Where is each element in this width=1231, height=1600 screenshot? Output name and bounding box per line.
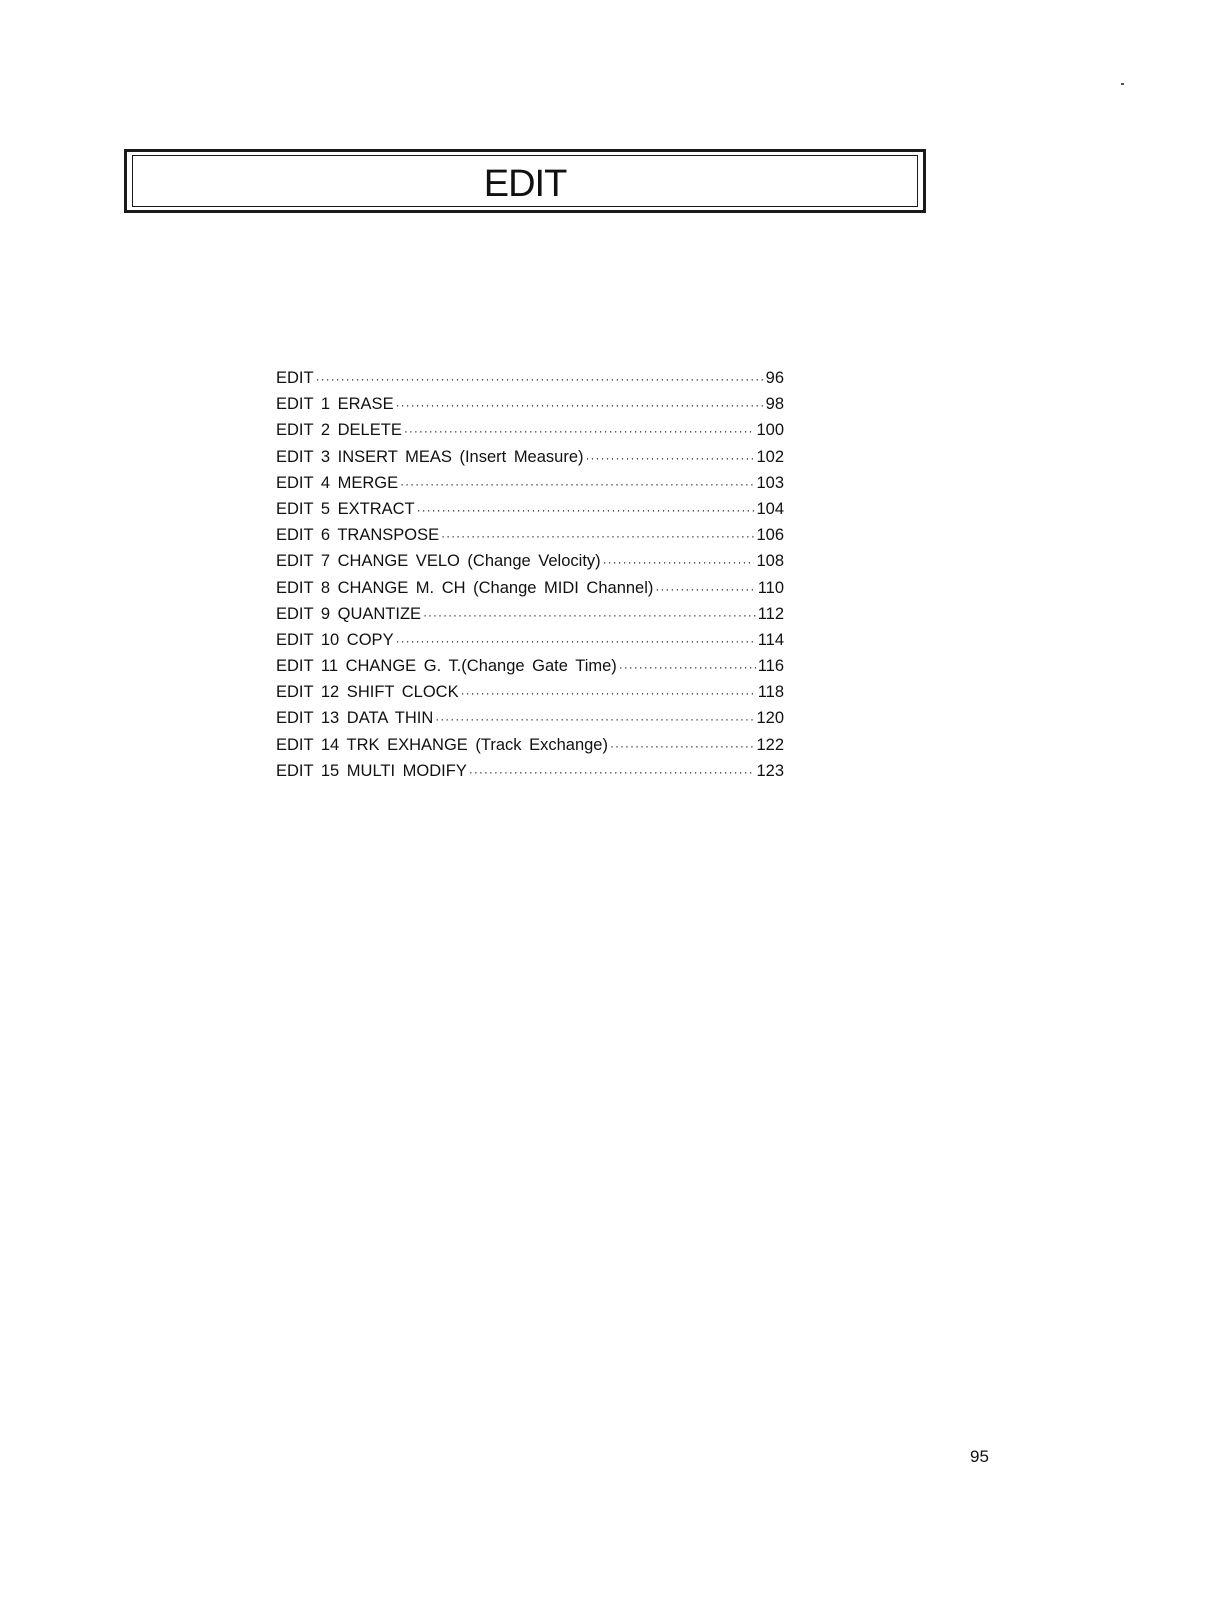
toc-entry[interactable] <box>276 552 784 578</box>
toc-entry-page: 104 <box>756 499 784 518</box>
toc-entry-page: 98 <box>765 395 784 414</box>
toc-leader-dots <box>400 477 754 491</box>
toc-entry[interactable] <box>276 395 784 421</box>
toc-leader-dots <box>404 424 755 438</box>
toc-entry[interactable] <box>276 683 784 709</box>
toc-leader-dots <box>655 582 755 596</box>
toc-entry-label: EDIT 4 MERGE <box>276 473 399 492</box>
toc-entry-page: 112 <box>757 604 784 623</box>
toc-leader-dots <box>435 712 754 726</box>
toc-leader-dots <box>441 529 754 543</box>
toc-entry-label: EDIT 12 SHIFT CLOCK <box>276 683 459 702</box>
toc-entry[interactable] <box>276 762 784 788</box>
toc-entry-page: 116 <box>757 657 784 676</box>
toc-entry-label: EDIT 10 COPY <box>276 630 394 649</box>
toc-entry-page: 96 <box>765 369 784 387</box>
toc-entry-label: EDIT 13 DATA THIN <box>276 709 434 728</box>
toc-entry-page: 102 <box>756 447 784 466</box>
scan-speck <box>1121 83 1124 85</box>
toc-entry-label: EDIT 8 CHANGE M. CH (Change MIDI Channel) <box>276 578 654 597</box>
toc-entry-page: 103 <box>756 473 784 492</box>
toc-entry-label: EDIT 1 ERASE <box>276 395 394 414</box>
toc-leader-dots <box>423 608 756 622</box>
toc-leader-dots <box>603 555 755 569</box>
toc-entry[interactable] <box>276 631 784 657</box>
toc-entry-page: 114 <box>757 630 784 649</box>
toc-leader-dots <box>417 503 755 517</box>
toc-leader-dots <box>469 765 755 779</box>
toc-entry[interactable] <box>276 500 784 526</box>
toc-leader-dots <box>461 686 756 700</box>
toc-entry[interactable] <box>276 421 784 447</box>
toc-entry[interactable] <box>276 369 784 395</box>
toc-entry-label: EDIT 5 EXTRACT <box>276 499 415 518</box>
toc-entry[interactable] <box>276 709 784 735</box>
toc-entry-label: EDIT 6 TRANSPOSE <box>276 526 440 545</box>
toc-entry-label: EDIT 15 MULTI MODIFY <box>276 761 467 780</box>
toc-entry-page: 110 <box>757 578 784 597</box>
title-frame <box>124 149 926 213</box>
toc-entry-label: EDIT 7 CHANGE VELO (Change Velocity) <box>276 552 601 571</box>
toc-entry-page: 123 <box>756 761 784 780</box>
toc-leader-dots <box>619 660 756 674</box>
toc-entry[interactable] <box>276 526 784 552</box>
toc-entry-page: 100 <box>756 421 784 440</box>
toc-entry-page: 122 <box>756 735 784 754</box>
toc-entry[interactable] <box>276 605 784 631</box>
toc-entry-page: 118 <box>757 683 784 702</box>
toc-entry[interactable] <box>276 448 784 474</box>
toc-entry-label: EDIT <box>276 369 314 387</box>
toc-leader-dots <box>316 372 764 386</box>
table-of-contents <box>276 369 784 788</box>
toc-entry-page: 120 <box>756 709 784 728</box>
toc-entry[interactable] <box>276 579 784 605</box>
toc-leader-dots <box>610 739 755 753</box>
toc-entry-label: EDIT 9 QUANTIZE <box>276 604 422 623</box>
toc-entry-page: 106 <box>756 526 784 545</box>
toc-entry[interactable] <box>276 736 784 762</box>
toc-leader-dots <box>586 451 755 465</box>
toc-entry[interactable] <box>276 474 784 500</box>
page-number: 95 <box>970 1447 989 1466</box>
toc-entry-page: 108 <box>756 552 784 571</box>
toc-entry-label: EDIT 11 CHANGE G. T.(Change Gate Time) <box>276 657 617 676</box>
toc-entry-label: EDIT 3 INSERT MEAS (Insert Measure) <box>276 447 584 466</box>
toc-entry-label: EDIT 2 DELETE <box>276 421 402 440</box>
toc-leader-dots <box>396 634 756 648</box>
toc-leader-dots <box>396 398 764 412</box>
page-title: EDIT <box>483 163 567 205</box>
toc-entry-label: EDIT 14 TRK EXHANGE (Track Exchange) <box>276 735 608 754</box>
toc-entry[interactable] <box>276 657 784 683</box>
